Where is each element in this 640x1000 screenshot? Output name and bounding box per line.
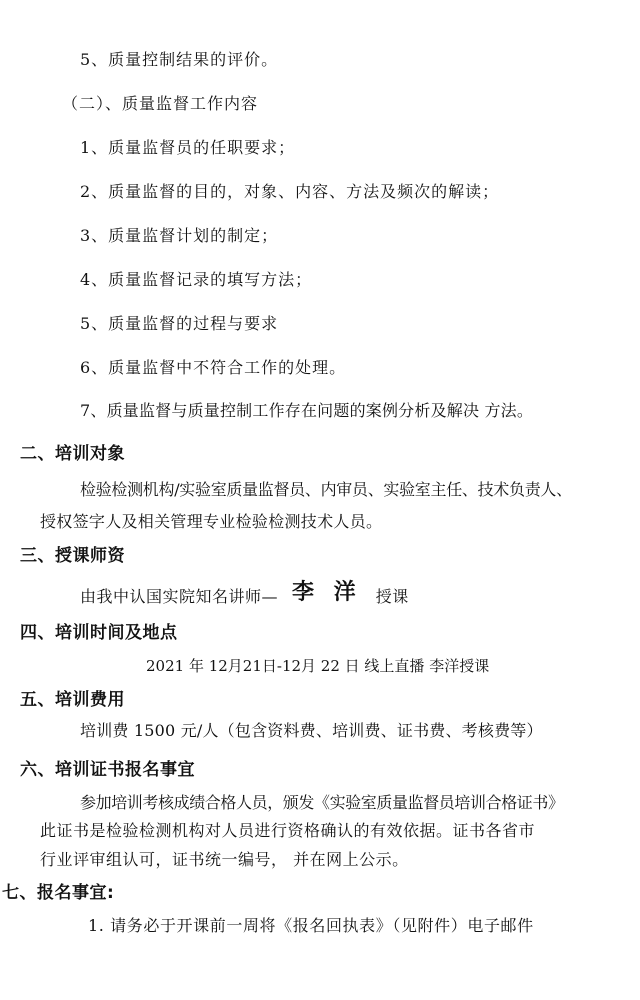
supervision-item-2: 2、质量监督的目的，对象、内容、方法及频次的解读； bbox=[80, 182, 500, 201]
teacher-line bbox=[80, 580, 409, 607]
supervision-item-1: 1、质量监督员的任职要求； bbox=[80, 138, 296, 157]
section-heading-registration: 七、报名事宜: bbox=[2, 883, 115, 903]
section-heading-certificate: 六、培训证书报名事宜 bbox=[20, 760, 195, 780]
section-heading-fee: 五、培训费用 bbox=[20, 690, 125, 710]
teacher-name: 李 洋 bbox=[292, 580, 362, 605]
certificate-line-2: 此证书是检验检测机构对人员进行资格确认的有效依据。证书各省市 bbox=[40, 821, 536, 840]
time-place-line: 2021 年 12月21日-12月 22 日 线上直播 李洋授课 bbox=[146, 657, 490, 675]
teacher-prefix: 由我中认国实院知名讲师— bbox=[80, 587, 279, 606]
section-heading-target: 二、培训对象 bbox=[20, 444, 125, 464]
section-heading-teacher: 三、授课师资 bbox=[20, 546, 125, 566]
qc-item-5: 5、质量控制结果的评价。 bbox=[80, 50, 279, 69]
certificate-line-1: 参加培训考核成绩合格人员，颁发《实验室质量监督员培训合格证书》 bbox=[80, 793, 564, 812]
supervision-heading: （二）、质量监督工作内容 bbox=[62, 94, 259, 113]
supervision-item-7: 7、质量监督与质量控制工作存在问题的案例分析及解决 方法。 bbox=[80, 401, 534, 420]
supervision-item-6: 6、质量监督中不符合工作的处理。 bbox=[80, 358, 347, 377]
target-line-2: 授权签字人及相关管理专业检验检测技术人员。 bbox=[40, 512, 383, 531]
supervision-item-5: 5、质量监督的过程与要求 bbox=[80, 314, 279, 333]
supervision-item-4: 4、质量监督记录的填写方法； bbox=[80, 270, 313, 289]
fee-line: 培训费 1500 元/人（包含资料费、培训费、证书费、考核费等） bbox=[80, 721, 543, 740]
supervision-item-3: 3、质量监督计划的制定； bbox=[80, 226, 279, 245]
registration-item-1: 1. 请务必于开课前一周将《报名回执表》（见附件）电子邮件 bbox=[88, 916, 534, 935]
teacher-suffix: 授课 bbox=[375, 587, 409, 606]
section-heading-time-place: 四、培训时间及地点 bbox=[20, 623, 178, 643]
target-line-1: 检验检测机构/实验室质量监督员、内审员、实验室主任、技术负责人、 bbox=[80, 480, 572, 499]
certificate-line-3: 行业评审组认可，证书统一编号， 并在网上公示。 bbox=[40, 850, 409, 869]
